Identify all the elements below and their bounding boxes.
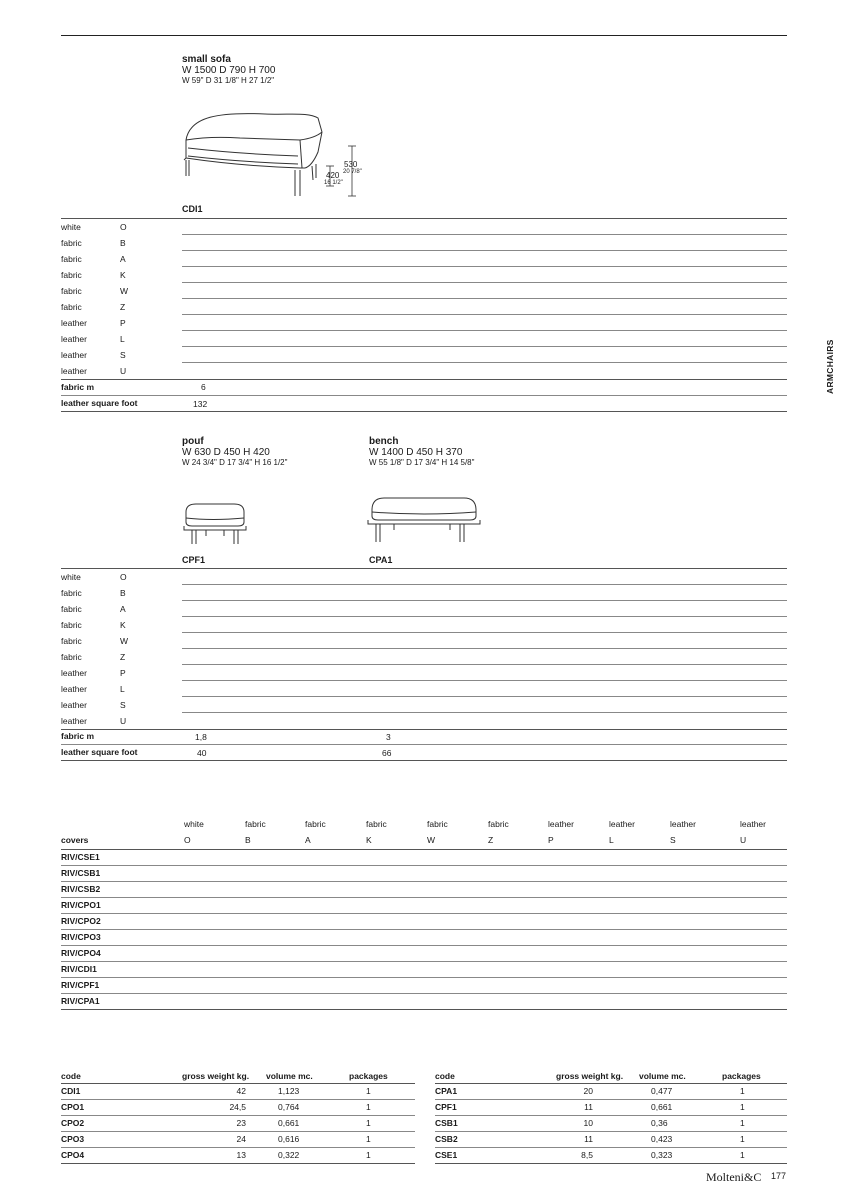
packing-row-weight: 42 [236, 1086, 246, 1096]
packing-row-volume: 0,764 [278, 1102, 300, 1112]
packing-row-weight: 11 [584, 1102, 593, 1112]
packing-row-rule [61, 1115, 415, 1116]
packing-row-rule [435, 1131, 787, 1132]
table1-leather-value: 132 [193, 399, 208, 409]
packing-header-rule [61, 1083, 415, 1084]
table1-fabric-m-label: fabric m [61, 382, 95, 392]
table1-bottom-rule [61, 411, 787, 412]
covers-row-code: RIV/CPA1 [61, 996, 100, 1006]
covers-label: covers [61, 835, 89, 845]
packing-header-code: code [435, 1071, 455, 1081]
table2-leather-pouf: 40 [197, 748, 207, 758]
table2-row-rule [182, 584, 787, 585]
covers-col-type: leather [670, 819, 696, 829]
table1-row-code: L [120, 334, 125, 344]
table1-row-code: K [120, 270, 126, 280]
packing-row-code: CDI1 [61, 1086, 81, 1096]
packing-row-packages: 1 [366, 1086, 371, 1096]
packing-row-volume: 0,661 [278, 1118, 300, 1128]
covers-row-rule [61, 993, 787, 994]
bench-header [369, 436, 474, 467]
table1-row-rule [182, 362, 787, 363]
packing-row-code: CSB1 [435, 1118, 458, 1128]
packing-row-weight: 10 [583, 1118, 593, 1128]
covers-col-code: A [305, 835, 311, 845]
packing-row-packages: 1 [366, 1134, 371, 1144]
packing-row-weight: 20 [583, 1086, 593, 1096]
covers-col-code: P [548, 835, 554, 845]
packing-row-packages: 1 [740, 1134, 745, 1144]
packing-row-weight: 24,5 [229, 1102, 246, 1112]
table2-bottom-rule [61, 760, 787, 761]
packing-row-volume: 0,322 [278, 1150, 300, 1160]
bench-name: bench [369, 436, 399, 447]
table1-top-rule [61, 218, 787, 219]
packing-row-volume: 0,661 [651, 1102, 673, 1112]
table1-row-type: fabric [61, 302, 82, 312]
table2-row-rule [182, 696, 787, 697]
table2-row-rule [182, 664, 787, 665]
table2-row-code: B [120, 588, 126, 598]
small-sofa-drawing [180, 108, 380, 200]
bench-imperial-dims: W 55 1/8" D 17 3/4" H 14 5/8" [369, 458, 475, 467]
covers-col-code: O [184, 835, 191, 845]
packing-row-packages: 1 [366, 1102, 371, 1112]
table1-row-type: fabric [61, 286, 82, 296]
covers-row-rule [61, 865, 787, 866]
table1-row-code: U [120, 366, 127, 376]
table1-row-rule [182, 298, 787, 299]
packing-row-weight: 23 [236, 1118, 246, 1128]
pouf-header [182, 436, 287, 467]
covers-row-code: RIV/CSB2 [61, 884, 101, 894]
covers-row-code: RIV/CSE1 [61, 852, 100, 862]
covers-row-rule [61, 945, 787, 946]
packing-row-volume: 0,616 [278, 1134, 300, 1144]
packing-row-packages: 1 [740, 1102, 745, 1112]
table2-row-type: fabric [61, 636, 82, 646]
covers-col-type: fabric [488, 819, 509, 829]
table2-row-type: leather [61, 716, 87, 726]
table2-leather-label: leather square foot [61, 747, 138, 757]
packing-header-weight: gross weight kg. [182, 1071, 250, 1081]
table2-row-type: leather [61, 700, 87, 710]
packing-row-rule [61, 1147, 415, 1148]
table1-row-code: W [120, 286, 129, 296]
table2-row-rule [182, 680, 787, 681]
packing-row-volume: 0,323 [651, 1150, 673, 1160]
table1-row-code: A [120, 254, 126, 264]
packing-row-packages: 1 [366, 1150, 371, 1160]
packing-row-rule [435, 1099, 787, 1100]
covers-row-rule [61, 881, 787, 882]
small-sofa-header [182, 54, 275, 85]
packing-row-packages: 1 [366, 1118, 371, 1128]
packing-row-rule [435, 1115, 787, 1116]
bench-code: CPA1 [369, 555, 393, 565]
dim-420-in: 16 1/2" [324, 180, 343, 186]
dim-530-in: 20 7/8" [343, 169, 362, 175]
packing-row-code: CPO3 [61, 1134, 85, 1144]
table1-fabric-m-value: 6 [201, 382, 206, 392]
table1-row-type: leather [61, 366, 87, 376]
packing-row-weight: 24 [236, 1134, 246, 1144]
bench-metric-dims: W 1400 D 450 H 370 [369, 447, 463, 458]
table1-row-rule [182, 266, 787, 267]
covers-row-code: RIV/CPF1 [61, 980, 100, 990]
covers-row-rule [61, 977, 787, 978]
packing-row-code: CSB2 [435, 1134, 458, 1144]
section-side-label: ARMCHAIRS [825, 339, 835, 394]
table2-row-code: U [120, 716, 127, 726]
covers-col-code: B [245, 835, 251, 845]
packing-row-rule [435, 1163, 787, 1164]
packing-row-code: CSE1 [435, 1150, 458, 1160]
table1-row-type: leather [61, 334, 87, 344]
pouf-imperial-dims: W 24 3/4" D 17 3/4" H 16 1/2" [182, 458, 288, 467]
packing-row-rule [61, 1099, 415, 1100]
covers-col-type: fabric [427, 819, 448, 829]
packing-row-code: CPO1 [61, 1102, 85, 1112]
packing-header-code: code [61, 1071, 81, 1081]
table1-row-rule [182, 234, 787, 235]
table2-row-code: A [120, 604, 126, 614]
packing-row-code: CPA1 [435, 1086, 458, 1096]
table2-row-type: fabric [61, 588, 82, 598]
pouf-drawing [182, 500, 248, 548]
table2-row-rule [182, 600, 787, 601]
table1-mid-rule [61, 379, 787, 380]
covers-top-rule [61, 849, 787, 850]
table2-fabric-m-label: fabric m [61, 731, 95, 741]
table2-row-code: O [120, 572, 127, 582]
covers-row-rule [61, 961, 787, 962]
packing-header-rule [435, 1083, 787, 1084]
table1-row-type: leather [61, 318, 87, 328]
covers-row-code: RIV/CPO2 [61, 916, 101, 926]
covers-col-code: L [609, 835, 614, 845]
table1-row-rule [182, 282, 787, 283]
packing-row-packages: 1 [740, 1086, 745, 1096]
page-number: 177 [771, 1171, 787, 1181]
table1-row-code: O [120, 222, 127, 232]
pouf-name: pouf [182, 436, 204, 447]
packing-header-volume: volume mc. [639, 1071, 686, 1081]
table1-row-type: fabric [61, 238, 82, 248]
covers-row-code: RIV/CPO1 [61, 900, 101, 910]
packing-row-rule [435, 1147, 787, 1148]
table2-row-type: leather [61, 684, 87, 694]
covers-row-code: RIV/CDI1 [61, 964, 97, 974]
small-sofa-name: small sofa [182, 54, 231, 65]
packing-row-rule [61, 1131, 415, 1132]
covers-col-code: W [427, 835, 436, 845]
table1-row-type: fabric [61, 254, 82, 264]
table2-row-rule [182, 712, 787, 713]
packing-row-code: CPO4 [61, 1150, 85, 1160]
table2-row-rule [182, 616, 787, 617]
packing-row-volume: 1,123 [278, 1086, 300, 1096]
table1-row-code: B [120, 238, 126, 248]
covers-col-type: fabric [305, 819, 326, 829]
covers-col-type: leather [740, 819, 766, 829]
table2-row-code: W [120, 636, 129, 646]
table1-row-type: fabric [61, 270, 82, 280]
table1-row-rule [182, 330, 787, 331]
table2-row-rule [182, 632, 787, 633]
packing-header-packages: packages [722, 1071, 761, 1081]
table2-row-type: white [61, 572, 81, 582]
table2-rule-a [61, 744, 787, 745]
table2-mid-rule [61, 729, 787, 730]
table2-fabric-m-pouf: 1,8 [195, 732, 207, 742]
table1-row-code: P [120, 318, 126, 328]
packing-row-code: CPF1 [435, 1102, 457, 1112]
covers-col-code: S [670, 835, 676, 845]
small-sofa-imperial-dims: W 59" D 31 1/8" H 27 1/2" [182, 76, 275, 85]
covers-col-type: leather [609, 819, 635, 829]
table1-row-rule [182, 346, 787, 347]
covers-row-code: RIV/CPO4 [61, 948, 101, 958]
table2-row-type: fabric [61, 620, 82, 630]
covers-row-code: RIV/CPO3 [61, 932, 101, 942]
packing-header-weight: gross weight kg. [556, 1071, 624, 1081]
table2-fabric-m-bench: 3 [386, 732, 391, 742]
covers-row-rule [61, 929, 787, 930]
table2-row-code: P [120, 668, 126, 678]
pouf-code: CPF1 [182, 555, 206, 565]
table2-row-type: fabric [61, 652, 82, 662]
table2-row-code: L [120, 684, 125, 694]
covers-row-rule [61, 913, 787, 914]
packing-row-packages: 1 [740, 1118, 745, 1128]
small-sofa-metric-dims: W 1500 D 790 H 700 [182, 65, 276, 76]
packing-row-rule [61, 1163, 415, 1164]
table1-row-type: leather [61, 350, 87, 360]
packing-row-packages: 1 [740, 1150, 745, 1160]
table1-row-code: Z [120, 302, 126, 312]
table1-row-code: S [120, 350, 126, 360]
table2-row-type: leather [61, 668, 87, 678]
packing-header-packages: packages [349, 1071, 388, 1081]
table1-row-type: white [61, 222, 81, 232]
covers-col-type: fabric [366, 819, 387, 829]
table2-leather-bench: 66 [382, 748, 392, 758]
covers-col-type: leather [548, 819, 574, 829]
packing-row-weight: 8,5 [581, 1150, 593, 1160]
table2-row-code: Z [120, 652, 126, 662]
covers-col-type: white [184, 819, 204, 829]
small-sofa-code: CDI1 [182, 204, 203, 214]
packing-row-volume: 0,477 [651, 1086, 673, 1096]
packing-header-volume: volume mc. [266, 1071, 313, 1081]
packing-row-weight: 11 [584, 1134, 593, 1144]
covers-col-code: U [740, 835, 747, 845]
packing-row-weight: 13 [236, 1150, 246, 1160]
covers-row-code: RIV/CSB1 [61, 868, 101, 878]
table1-leather-label: leather square foot [61, 398, 138, 408]
pouf-metric-dims: W 630 D 450 H 420 [182, 447, 270, 458]
packing-row-code: CPO2 [61, 1118, 85, 1128]
brand-logo: Molteni&C [706, 1170, 762, 1184]
table2-row-code: K [120, 620, 126, 630]
packing-row-volume: 0,36 [651, 1118, 668, 1128]
table2-row-rule [182, 648, 787, 649]
covers-col-code: Z [488, 835, 494, 845]
table2-top-rule [61, 568, 787, 569]
packing-row-volume: 0,423 [651, 1134, 673, 1144]
table1-row-rule [182, 314, 787, 315]
top-rule [61, 35, 787, 36]
covers-col-code: K [366, 835, 372, 845]
dim-420: 420 [326, 171, 340, 180]
table1-row-rule [182, 250, 787, 251]
covers-col-type: fabric [245, 819, 266, 829]
bench-drawing [364, 492, 482, 548]
covers-row-rule [61, 897, 787, 898]
table2-row-code: S [120, 700, 126, 710]
table2-row-type: fabric [61, 604, 82, 614]
dim-530: 530 [344, 160, 358, 169]
table1-rule-a [61, 395, 787, 396]
covers-row-rule [61, 1009, 787, 1010]
